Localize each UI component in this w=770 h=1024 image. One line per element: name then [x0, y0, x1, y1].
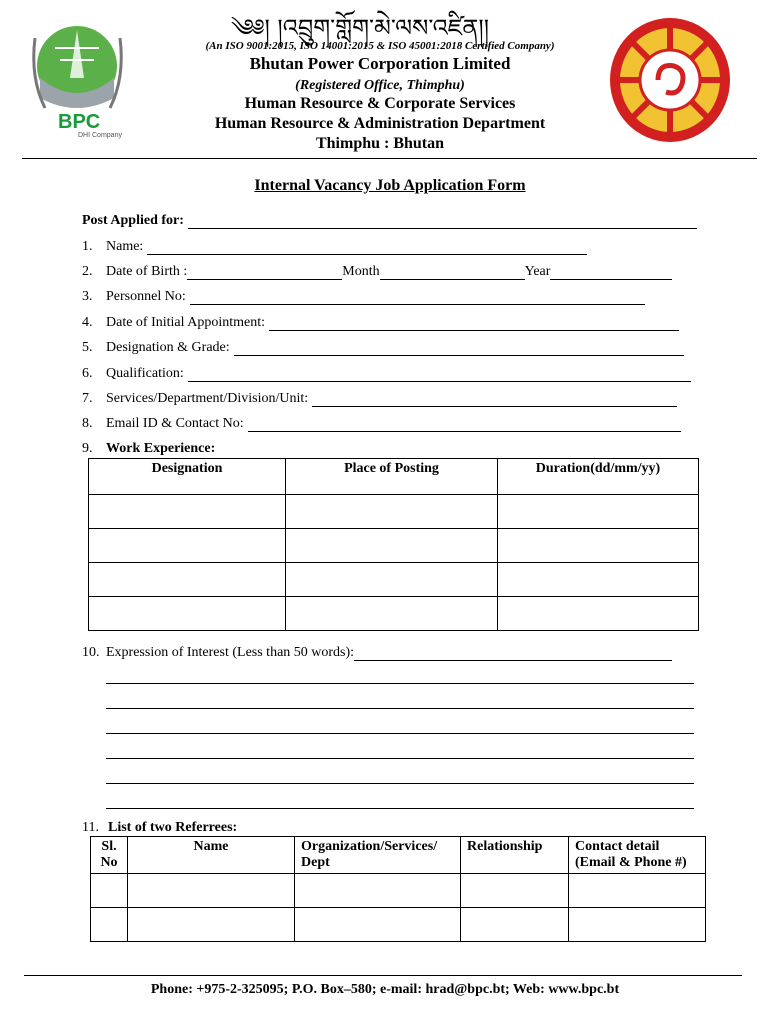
services-input[interactable] [312, 393, 677, 407]
footer-contact: Phone: +975-2-325095; P.O. Box–580; e-mail: hrad@bpc.bt; Web: www.bpc.bt [150, 982, 620, 997]
field-number: 11. [82, 820, 99, 835]
table-cell[interactable] [569, 908, 706, 942]
expression-line[interactable] [106, 745, 694, 759]
table-cell[interactable] [89, 563, 286, 597]
table-cell[interactable] [461, 874, 569, 908]
table-cell[interactable] [128, 908, 295, 942]
post-applied-row [82, 213, 697, 229]
personnel-no-label: Personnel No: [106, 289, 186, 304]
designation-grade-input[interactable] [234, 342, 684, 356]
post-applied-input[interactable] [188, 215, 697, 229]
field-number: 6. [82, 366, 93, 381]
registered-office: (Registered Office, Thimphu) [295, 78, 465, 93]
expression-label: Expression of Interest (Less than 50 words): [106, 645, 355, 660]
table-row [89, 563, 699, 597]
header-divider [22, 158, 757, 159]
table-row [89, 529, 699, 563]
referees-label: List of two Referrees: [108, 820, 238, 835]
table-row [89, 495, 699, 529]
table-cell[interactable] [286, 563, 498, 597]
table-cell[interactable] [569, 874, 706, 908]
table-cell[interactable] [498, 597, 699, 631]
qualification-row [82, 366, 691, 382]
work-experience-heading [82, 441, 215, 457]
name-input[interactable] [147, 241, 587, 255]
table-cell[interactable] [498, 563, 699, 597]
table-cell[interactable] [295, 908, 461, 942]
duration-header: Duration(dd/mm/yy) [498, 459, 699, 495]
expression-line[interactable] [106, 795, 694, 809]
dob-month-input[interactable] [380, 266, 525, 280]
field-number: 1. [82, 239, 93, 254]
table-cell[interactable] [286, 597, 498, 631]
expression-line[interactable] [106, 720, 694, 734]
work-experience-table [88, 458, 699, 631]
certification-line: (An ISO 9001:2015, ISO 14001:2015 & ISO 45001:2018 Certified Company) [205, 40, 555, 52]
field-number: 8. [82, 416, 93, 431]
field-number: 2. [82, 264, 93, 279]
table-cell[interactable] [128, 874, 295, 908]
table-header-row [91, 837, 706, 874]
table-row [91, 874, 706, 908]
table-header-row [89, 459, 699, 495]
expression-input[interactable] [354, 647, 672, 661]
table-cell[interactable] [286, 495, 498, 529]
referees-table [90, 836, 706, 942]
designation-grade-label: Designation & Grade: [106, 340, 230, 355]
designation-header: Designation [89, 459, 286, 495]
logo-subtext: DHI Company [78, 132, 122, 139]
expression-row [82, 645, 672, 661]
designation-grade-row [82, 340, 684, 356]
company-name: Bhutan Power Corporation Limited [249, 54, 511, 73]
services-row [82, 391, 677, 407]
table-cell[interactable] [89, 495, 286, 529]
footer-divider [24, 975, 742, 976]
table-cell[interactable] [89, 529, 286, 563]
table-cell[interactable] [286, 529, 498, 563]
initial-appointment-input[interactable] [269, 317, 679, 331]
table-cell[interactable] [498, 529, 699, 563]
tibetan-title: ༄༅། །འབྲུག་གློག་མེ་ལས་འཛིན།། [230, 14, 490, 42]
qualification-label: Qualification: [106, 366, 184, 381]
table-cell[interactable] [91, 874, 128, 908]
qualification-input[interactable] [188, 368, 691, 382]
form-title: Internal Vacancy Job Application Form [254, 177, 526, 194]
location: Thimphu : Bhutan [315, 135, 445, 152]
field-number: 4. [82, 315, 93, 330]
post-applied-label: Post Applied for: [82, 213, 184, 228]
relationship-header: Relationship [461, 837, 569, 874]
referees-heading [82, 820, 237, 836]
table-row [91, 908, 706, 942]
table-cell[interactable] [295, 874, 461, 908]
place-of-posting-header: Place of Posting [286, 459, 498, 495]
name-label: Name: [106, 239, 144, 254]
dob-year-label: Year [524, 264, 551, 279]
field-number: 9. [82, 441, 93, 456]
name-row [82, 239, 587, 255]
dob-day-input[interactable] [187, 266, 342, 280]
dob-label: Date of Birth : [106, 264, 188, 279]
personnel-no-row [82, 289, 645, 305]
division-name: Human Resource & Corporate Services [244, 95, 516, 112]
contact-detail-header: Contact detail (Email & Phone #) [569, 837, 706, 874]
logo-text: BPC [58, 111, 101, 133]
field-number: 7. [82, 391, 93, 406]
department-name: Human Resource & Administration Department [214, 115, 546, 132]
email-contact-label: Email ID & Contact No: [106, 416, 244, 431]
dob-month-label: Month [342, 264, 380, 279]
email-contact-input[interactable] [248, 418, 681, 432]
initial-appointment-label: Date of Initial Appointment: [106, 315, 266, 330]
expression-line[interactable] [106, 695, 694, 709]
personnel-no-input[interactable] [190, 291, 645, 305]
expression-line[interactable] [106, 670, 694, 684]
dob-year-input[interactable] [550, 266, 672, 280]
work-experience-label: Work Experience: [106, 441, 216, 456]
field-number: 5. [82, 340, 93, 355]
field-number: 10. [82, 645, 100, 660]
organization-header: Organization/Services/ Dept [295, 837, 461, 874]
dob-row [82, 264, 672, 280]
field-number: 3. [82, 289, 93, 304]
email-contact-row [82, 416, 681, 432]
table-row [89, 597, 699, 631]
expression-line[interactable] [106, 770, 694, 784]
table-cell[interactable] [91, 908, 128, 942]
table-cell[interactable] [89, 597, 286, 631]
services-label: Services/Department/Division/Unit: [106, 391, 309, 406]
name-header: Name [128, 837, 295, 874]
initial-appointment-row [82, 315, 679, 331]
table-cell[interactable] [461, 908, 569, 942]
table-cell[interactable] [498, 495, 699, 529]
sl-no-header: Sl. No [91, 837, 128, 874]
